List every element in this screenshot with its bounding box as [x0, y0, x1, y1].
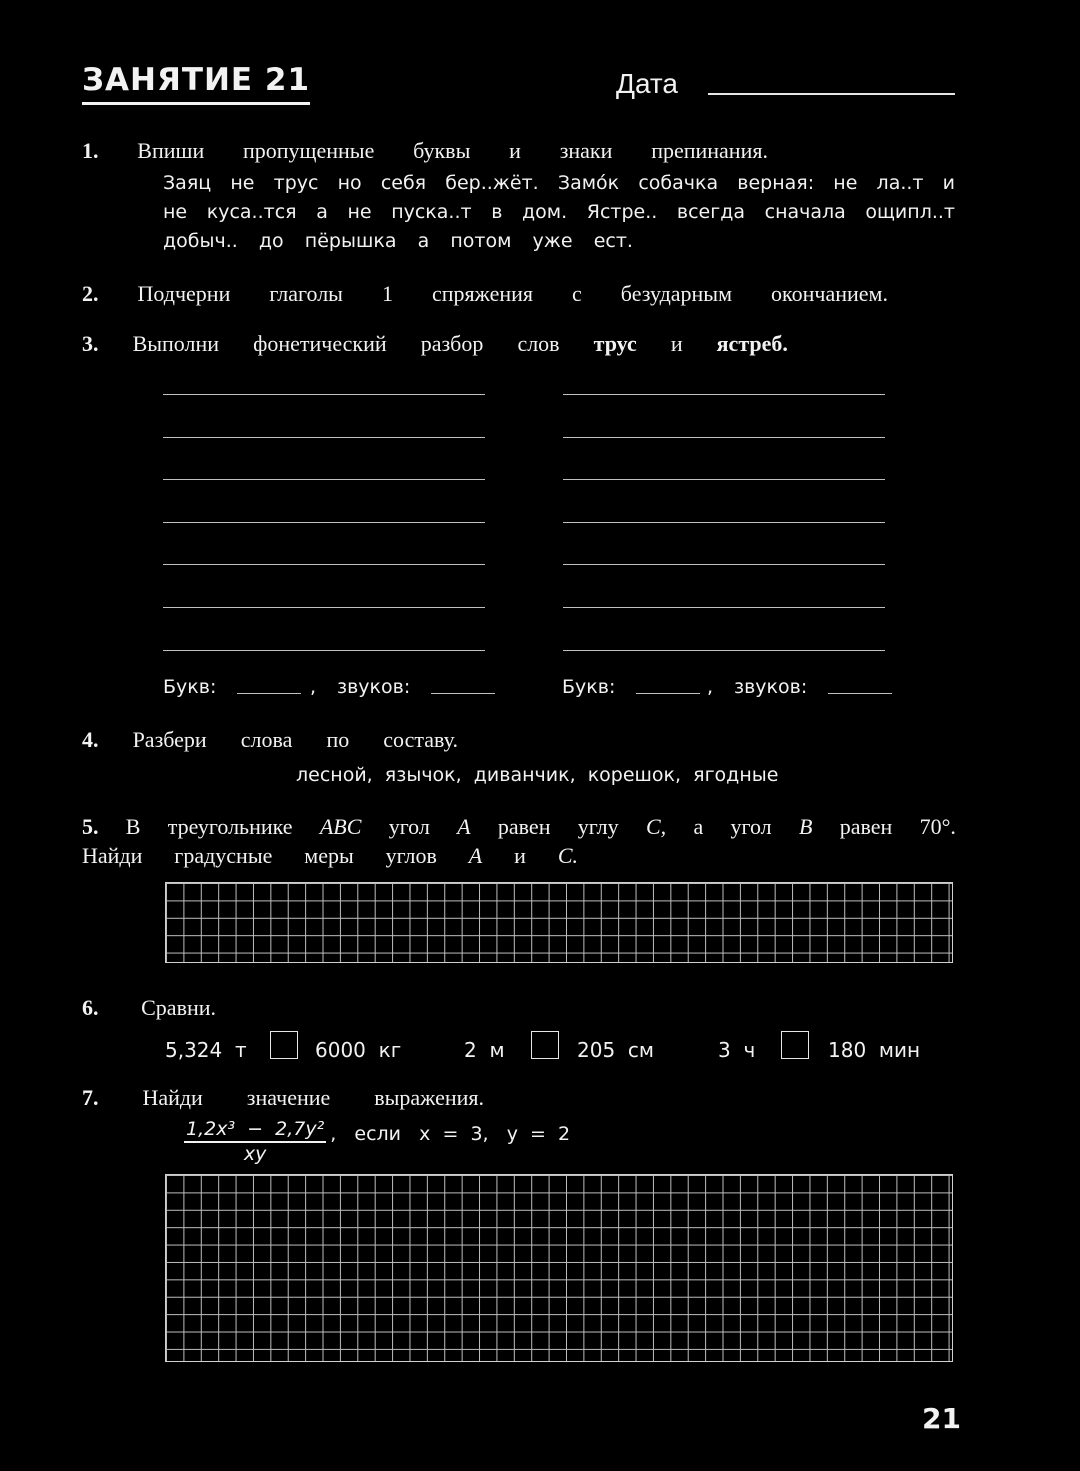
- task5-word: A: [457, 814, 471, 839]
- task5-word: углу: [577, 814, 619, 839]
- text-word: потом: [450, 230, 512, 252]
- text-word: ощипл..т: [865, 201, 955, 223]
- fraction: [184, 1118, 326, 1165]
- task1-prompt: [82, 138, 768, 164]
- text-word: пёрышка: [304, 230, 397, 252]
- task5-word: Найди: [82, 843, 143, 868]
- text-word: в: [491, 201, 503, 223]
- task2-word: Подчерни: [137, 281, 231, 306]
- fraction-numerator: 1,2x³ − 2,7y²: [184, 1118, 326, 1143]
- task5-word: меры: [304, 843, 354, 868]
- writing-line[interactable]: [563, 607, 885, 608]
- task4-word: слова: [240, 727, 293, 752]
- task6-title: Сравни.: [141, 995, 216, 1020]
- task5-line-2: [82, 843, 578, 869]
- task2-word: спряжения: [432, 281, 533, 306]
- task4-word: Разбери: [132, 727, 207, 752]
- task7-word: выражения.: [374, 1085, 484, 1110]
- task2-word: 1: [381, 281, 393, 306]
- letters-answer-line[interactable]: [636, 693, 700, 694]
- text-word: Ястре..: [586, 201, 658, 223]
- letters-answer-line[interactable]: [237, 693, 301, 694]
- task3-word: фонетический: [253, 331, 387, 356]
- text-word: ла..т: [876, 172, 924, 194]
- writing-line[interactable]: [563, 564, 885, 565]
- sounds-label: звуков:: [337, 676, 411, 698]
- counts-right: [562, 676, 902, 702]
- text-word: Замо́к: [557, 172, 620, 194]
- task4-word: по: [326, 727, 350, 752]
- task3-number: 3.: [82, 331, 99, 356]
- text-word: не: [347, 201, 372, 223]
- task2-prompt: [82, 281, 888, 307]
- task6-number: 6.: [82, 995, 99, 1020]
- writing-line[interactable]: [563, 394, 885, 395]
- task5-word: C,: [645, 814, 667, 839]
- text-word: не: [833, 172, 858, 194]
- writing-line[interactable]: [163, 394, 485, 395]
- task2-word: глаголы: [269, 281, 343, 306]
- comma: ,: [310, 676, 317, 698]
- sounds-label: звуков:: [734, 676, 808, 698]
- text-word: и: [942, 172, 955, 194]
- task5-number: 5.: [82, 814, 99, 839]
- text-word: всегда: [676, 201, 746, 223]
- date-field[interactable]: [708, 93, 955, 95]
- text-word: ест.: [593, 230, 633, 252]
- text-word: пуска..т: [391, 201, 472, 223]
- task3-word: слов: [517, 331, 560, 356]
- text-word: бер..жёт.: [445, 172, 539, 194]
- text-word: а: [316, 201, 328, 223]
- task5-word: B: [798, 814, 813, 839]
- task1-word: пропущенные: [243, 138, 375, 163]
- task5-word: ABC: [319, 814, 362, 839]
- task5-word: равен: [497, 814, 551, 839]
- text-word: трус: [273, 172, 319, 194]
- task5-word: градусные: [174, 843, 273, 868]
- task4-prompt: [82, 727, 458, 753]
- compare-left: 3 ч: [718, 1038, 756, 1062]
- compare-right: 6000 кг: [315, 1038, 402, 1062]
- date-label: Дата: [616, 68, 679, 99]
- task2-number: 2.: [82, 281, 99, 306]
- text-word: себя: [380, 172, 427, 194]
- writing-line[interactable]: [563, 479, 885, 480]
- task3-word-1: трус: [593, 331, 637, 356]
- writing-line[interactable]: [563, 437, 885, 438]
- sounds-answer-line[interactable]: [828, 693, 892, 694]
- task5-word: C.: [557, 843, 578, 868]
- task5-word: угол: [730, 814, 772, 839]
- task5-answer-grid[interactable]: [165, 882, 953, 963]
- text-word: до: [258, 230, 284, 252]
- writing-line[interactable]: [163, 650, 485, 651]
- task7-condition: , если x = 3, y = 2: [330, 1122, 571, 1145]
- task7-number: 7.: [82, 1085, 99, 1110]
- task7-answer-grid[interactable]: [165, 1174, 953, 1362]
- task5-word: треугольнике: [167, 814, 293, 839]
- writing-line[interactable]: [563, 522, 885, 523]
- compare-box[interactable]: [781, 1031, 809, 1059]
- task4-word: составу.: [383, 727, 458, 752]
- task5-line-1: [82, 814, 956, 840]
- compare-box[interactable]: [270, 1031, 298, 1059]
- task1-text-line-3: [163, 230, 633, 252]
- task5-word: а: [693, 814, 704, 839]
- text-word: дом.: [522, 201, 568, 223]
- writing-line[interactable]: [563, 650, 885, 651]
- writing-line[interactable]: [163, 522, 485, 523]
- compare-left: 5,324 т: [165, 1038, 247, 1062]
- task5-word: и: [514, 843, 526, 868]
- task2-word: с: [572, 281, 582, 306]
- task1-text-line-2: [163, 201, 955, 223]
- task3-conjunction: и: [670, 331, 683, 356]
- text-word: Заяц: [163, 172, 212, 194]
- writing-line[interactable]: [163, 437, 485, 438]
- counts-left: [163, 676, 503, 702]
- fraction-denominator: xy: [243, 1143, 267, 1165]
- text-word: не: [163, 201, 188, 223]
- task6-prompt: [82, 995, 216, 1021]
- task1-text-line-1: [163, 172, 955, 194]
- letters-label: Букв:: [163, 676, 217, 698]
- compare-left: 2 м: [464, 1038, 505, 1062]
- task5-word: равен: [839, 814, 893, 839]
- task1-word: знаки: [559, 138, 613, 163]
- task1-word: препинания.: [651, 138, 768, 163]
- task2-word: окончанием.: [771, 281, 888, 306]
- compare-box[interactable]: [531, 1031, 559, 1059]
- text-word: не: [230, 172, 255, 194]
- task5-word: 70°.: [919, 814, 956, 839]
- text-word: добыч..: [163, 230, 238, 252]
- task7-prompt: [82, 1085, 484, 1111]
- task4-number: 4.: [82, 727, 99, 752]
- text-word: сначала: [764, 201, 846, 223]
- text-word: куса..тся: [206, 201, 297, 223]
- task5-word: В: [125, 814, 141, 839]
- task1-word: Впиши: [137, 138, 205, 163]
- task7-word: значение: [246, 1085, 331, 1110]
- text-word: верная:: [737, 172, 815, 194]
- task1-word: буквы: [413, 138, 471, 163]
- task1-word: и: [509, 138, 521, 163]
- task3-word: разбор: [420, 331, 484, 356]
- task5-word: углов: [385, 843, 437, 868]
- text-word: уже: [532, 230, 573, 252]
- task5-word: угол: [388, 814, 430, 839]
- writing-line[interactable]: [163, 564, 485, 565]
- letters-label: Букв:: [562, 676, 616, 698]
- comma: ,: [707, 676, 714, 698]
- task4-word-list: лесной, язычок, диванчик, корешок, ягодные: [296, 764, 779, 786]
- task1-number: 1.: [82, 138, 99, 163]
- compare-right: 205 см: [577, 1038, 654, 1062]
- writing-line[interactable]: [163, 607, 485, 608]
- text-word: а: [417, 230, 430, 252]
- writing-line[interactable]: [163, 479, 485, 480]
- task5-word: A: [468, 843, 483, 868]
- text-word: но: [337, 172, 362, 194]
- text-word: собачка: [638, 172, 719, 194]
- task2-word: безударным: [620, 281, 733, 306]
- task3-word-2: ястреб.: [716, 331, 788, 356]
- page-number: 21: [922, 1402, 961, 1435]
- task6-comparisons: [165, 1031, 935, 1063]
- sounds-answer-line[interactable]: [431, 693, 495, 694]
- page-title: ЗАНЯТИЕ 21: [82, 62, 310, 105]
- compare-right: 180 мин: [828, 1038, 921, 1062]
- task3-prompt: [82, 331, 788, 357]
- task7-word: Найди: [142, 1085, 203, 1110]
- task7-expression: [184, 1118, 570, 1165]
- task3-word: Выполни: [132, 331, 220, 356]
